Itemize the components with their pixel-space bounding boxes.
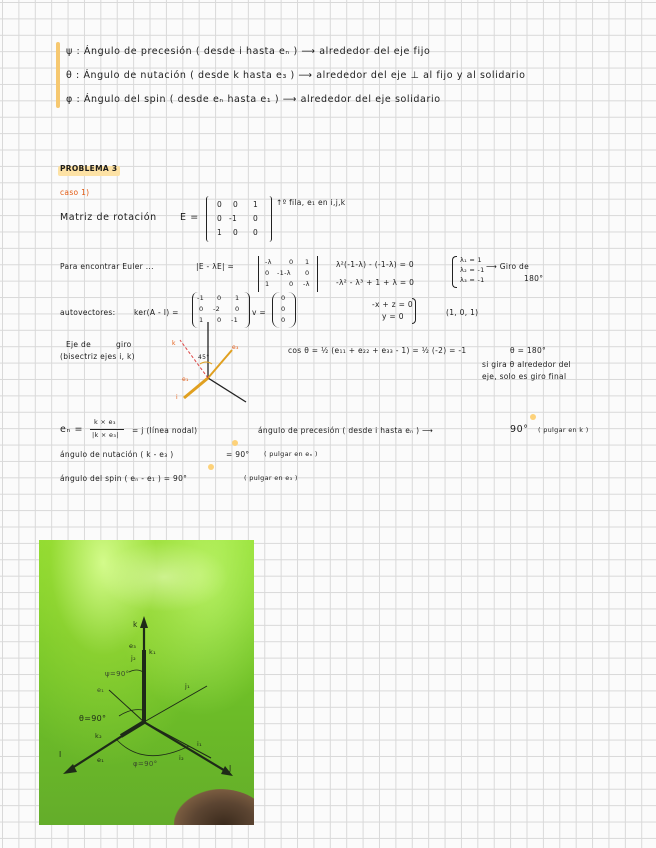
photo-label-phi: φ=90° bbox=[133, 760, 158, 768]
photo-label-k1: k₁ bbox=[149, 648, 156, 656]
euler-label: Para encontrar Euler ... bbox=[60, 262, 154, 271]
det-matrix bbox=[258, 256, 318, 292]
det-cell: -1-λ bbox=[277, 269, 291, 277]
kernel-cell: 0 bbox=[217, 316, 222, 324]
det-cell: -λ bbox=[303, 280, 310, 288]
kernel-cell: -1 bbox=[197, 294, 205, 302]
matrix-cell: 0 bbox=[217, 200, 223, 209]
cos-formula: cos θ = ½ (e₁₁ + e₂₂ + e₃₃ - 1) = ½ (-2) = -1 bbox=[288, 346, 467, 355]
eigenvector-label: autovectores: bbox=[60, 308, 116, 317]
eigenvector-result: (1, 0, 1) bbox=[446, 308, 479, 317]
eigenvalue-1: λ₁ = 1 bbox=[460, 256, 482, 264]
det-cell: 0 bbox=[289, 258, 294, 266]
precession-angle-label: ángulo de precesión ( desde i hasta eₙ ) ⟶ bbox=[258, 426, 434, 435]
kernel-cell: -1 bbox=[231, 316, 239, 324]
photo-label-k2: k₂ bbox=[95, 732, 102, 740]
nutation-highlight bbox=[232, 440, 238, 446]
diagram-angle: 45° bbox=[198, 354, 210, 361]
en-result: = j (línea nodal) bbox=[132, 426, 198, 435]
precession-highlight bbox=[530, 414, 536, 420]
kernel-cell: 0 bbox=[235, 305, 240, 313]
diagram-label-k: k bbox=[172, 340, 176, 347]
matrix-cell: 0 bbox=[253, 214, 259, 223]
highlight-bar bbox=[56, 42, 60, 108]
photo-label-J: J bbox=[229, 764, 232, 773]
spin-definition: φ : Ángulo del spin ( desde eₙ hasta e₁ ) ⟶ alrededor del eje solidario bbox=[66, 94, 441, 105]
characteristic-eq-2: -λ² - λ³ + 1 + λ = 0 bbox=[336, 278, 415, 287]
problem-heading: PROBLEMA 3 bbox=[60, 164, 118, 173]
kernel-cell: 0 bbox=[217, 294, 222, 302]
photo-label-e1b: e₁ bbox=[97, 756, 105, 764]
zero-cell: 0 bbox=[281, 305, 286, 313]
eigenvalue-3: λ₃ = -1 bbox=[460, 276, 485, 284]
photo-label-e1: e₁ bbox=[97, 686, 105, 694]
eigen-equation-2: y = 0 bbox=[382, 312, 404, 321]
eigenvalue-brace bbox=[452, 256, 457, 288]
photo-label-psi: ψ=90° bbox=[105, 670, 130, 678]
fraction-line bbox=[90, 429, 124, 430]
en-fraction bbox=[90, 418, 126, 442]
diagram-label-e3: e₃ bbox=[232, 344, 239, 351]
matrix-cell: -1 bbox=[229, 214, 238, 223]
nutation-note: ( pulgar en eₙ ) bbox=[264, 450, 318, 458]
zero-vector bbox=[272, 292, 296, 328]
kernel-cell: 1 bbox=[199, 316, 204, 324]
axis-label-giro: giro bbox=[116, 340, 132, 349]
euler-angles-photo bbox=[39, 540, 254, 825]
nutation-angle-value: = 90° bbox=[226, 450, 250, 459]
axis-bisector-label: (bisectriz ejes i, k) bbox=[60, 352, 135, 361]
equation-brace bbox=[412, 298, 416, 324]
det-cell: 1 bbox=[265, 280, 270, 288]
kernel-cell: 1 bbox=[235, 294, 240, 302]
theta-note-2: eje, solo es giro final bbox=[482, 372, 567, 381]
rotation-matrix bbox=[206, 196, 272, 242]
diagram-label-i: i bbox=[176, 394, 178, 401]
photo-label-i1: i₁ bbox=[197, 740, 203, 748]
rotation-giro: ⟶ Giro de bbox=[486, 262, 529, 271]
nutation-angle-label: ángulo de nutación ( k - e₃ ) bbox=[60, 450, 174, 459]
eigenvalue-2: λ₂ = -1 bbox=[460, 266, 485, 274]
matrix-cell: 0 bbox=[233, 228, 239, 237]
matrix-symbol: E = bbox=[180, 212, 199, 223]
det-cell: 0 bbox=[305, 269, 310, 277]
theta-note-1: si gira θ alrededor del bbox=[482, 360, 572, 369]
photo-label-theta: θ=90° bbox=[79, 714, 107, 723]
photo-label-k: k bbox=[133, 620, 138, 629]
matrix-cell: 0 bbox=[217, 214, 223, 223]
det-cell: 0 bbox=[289, 280, 294, 288]
eigen-equation-1: -x + z = 0 bbox=[372, 300, 413, 309]
det-cell: 1 bbox=[305, 258, 310, 266]
photo-label-j2: j₂ bbox=[131, 654, 137, 662]
matrix-label: Matriz de rotación bbox=[60, 212, 157, 223]
kernel-cell: -2 bbox=[213, 305, 221, 313]
matrix-cell: 1 bbox=[217, 228, 223, 237]
eigenvector-symbol: v = bbox=[252, 308, 267, 317]
en-symbol: eₙ = bbox=[60, 424, 84, 435]
en-numerator: k × e₃ bbox=[94, 418, 116, 426]
rotation-angle: 180° bbox=[524, 274, 544, 283]
en-denominator: |k × e₃| bbox=[92, 431, 119, 439]
zero-cell: 0 bbox=[281, 316, 286, 324]
spin-angle-label: ángulo del spin ( eₙ - e₁ ) = 90° bbox=[60, 474, 188, 483]
precession-definition: ψ : Ángulo de precesión ( desde i hasta eₙ ) ⟶ alrededor del eje fijo bbox=[66, 46, 431, 57]
det-cell: -λ bbox=[265, 258, 272, 266]
case-label: caso 1) bbox=[60, 188, 90, 197]
precession-note: ( pulgar en k ) bbox=[538, 426, 589, 434]
precession-angle-value: 90° bbox=[510, 424, 529, 435]
axis-label: Eje de bbox=[66, 340, 91, 349]
det-cell: 0 bbox=[265, 269, 270, 277]
characteristic-eq-1: λ²(-1-λ) - (-1-λ) = 0 bbox=[336, 260, 414, 269]
nutation-definition: θ : Ángulo de nutación ( desde k hasta e₃ ) ⟶ alrededor del eje ⊥ al fijo y al solidario bbox=[66, 70, 526, 81]
photo-label-I: I bbox=[59, 750, 62, 759]
photo-label-e3: e₃ bbox=[129, 642, 137, 650]
kernel-cell: 0 bbox=[199, 305, 204, 313]
axes-drawing bbox=[39, 540, 254, 825]
det-expression: |E - λE| = bbox=[196, 262, 235, 271]
theta-result: θ = 180° bbox=[510, 346, 547, 355]
kernel-expression: ker(A - I) = bbox=[134, 308, 179, 317]
matrix-cell: 1 bbox=[253, 200, 259, 209]
diagram-label-e1: e₁ bbox=[182, 376, 189, 383]
photo-label-i2: i₂ bbox=[179, 754, 185, 762]
matrix-cell: 0 bbox=[233, 200, 239, 209]
matrix-note: ↑º fila, e₁ en i,j,k bbox=[276, 198, 346, 207]
matrix-cell: 0 bbox=[253, 228, 259, 237]
spin-highlight bbox=[208, 464, 214, 470]
spin-note: ( pulgar en e₃ ) bbox=[244, 474, 298, 482]
zero-cell: 0 bbox=[281, 294, 286, 302]
photo-label-j1: j₁ bbox=[185, 682, 191, 690]
